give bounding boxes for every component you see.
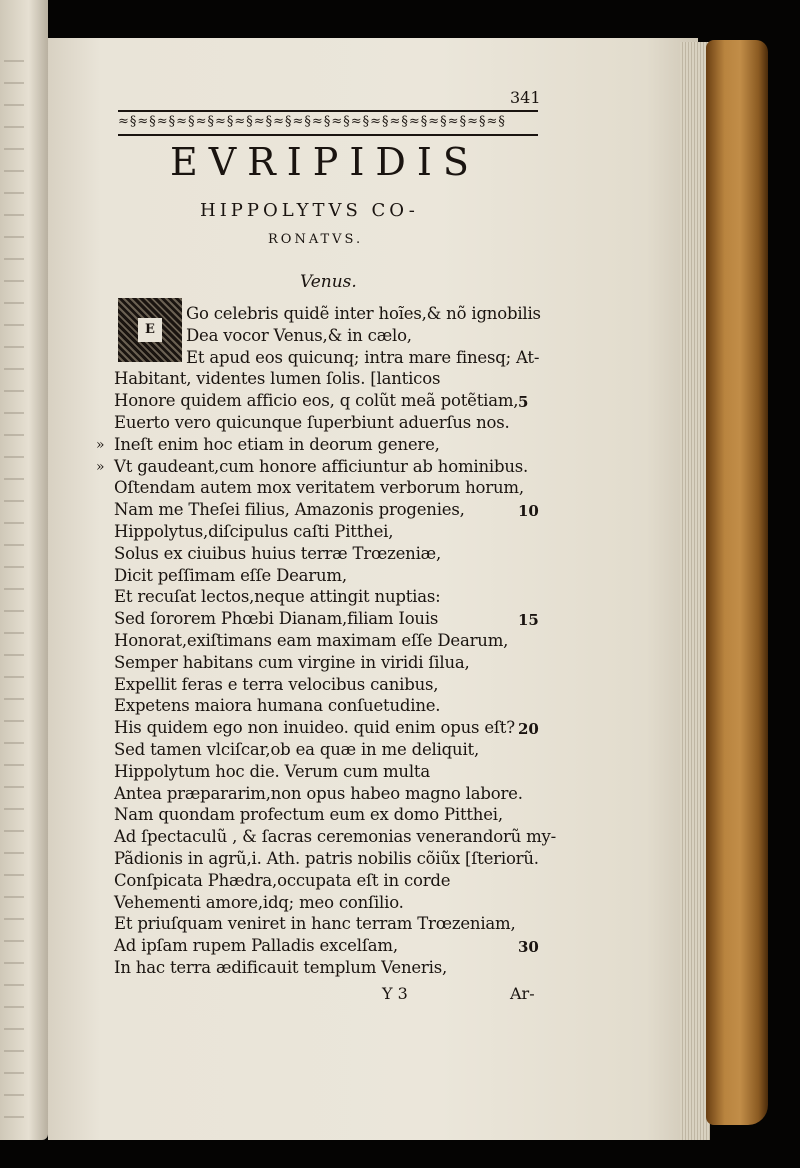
subtitle-line-2: RONATVS. bbox=[268, 232, 364, 247]
left-page-text-trace bbox=[4, 654, 24, 656]
verse-line: Euerto vero quicunque ſuperbiunt aduerſus nos. bbox=[114, 413, 510, 432]
left-page-text-trace bbox=[4, 698, 24, 700]
left-page-text-trace bbox=[4, 1072, 24, 1074]
signature-mark: Y 3 bbox=[382, 984, 408, 1003]
left-page-text-trace bbox=[4, 852, 24, 854]
left-page-text-trace bbox=[4, 236, 24, 238]
left-page-text-trace bbox=[4, 610, 24, 612]
leather-binding bbox=[706, 40, 768, 1125]
left-page-text-trace bbox=[4, 676, 24, 678]
left-page-text-trace bbox=[4, 456, 24, 458]
left-page-text-trace bbox=[4, 104, 24, 106]
verse-line: Solus ex ciuibus huius terræ Trœzeniæ, bbox=[114, 543, 442, 563]
verse-line: Pãdionis in agrũ,i. Ath. patris nobilis cõiũx [ſteriorũ. bbox=[114, 849, 539, 868]
left-page-text-trace bbox=[4, 830, 24, 832]
page-title: EVRIPIDIS bbox=[170, 140, 480, 184]
verse-line: Go celebris quidẽ inter hoĩes,& nõ ignobilis bbox=[186, 304, 541, 323]
verse-line: Semper habitans cum virgine in viridi ſilua, bbox=[114, 652, 470, 672]
left-page-text-trace bbox=[4, 302, 24, 304]
left-page-text-trace bbox=[4, 742, 24, 744]
verse-line: Ineſt enim hoc etiam in deorum genere, bbox=[114, 434, 440, 454]
line-number: 20 bbox=[518, 720, 539, 739]
decorated-initial bbox=[118, 298, 182, 362]
left-page-text-trace bbox=[4, 1094, 24, 1096]
verse-line: His quidem ego non inuideo. quid enim opus eſt? bbox=[114, 718, 515, 738]
left-page-text-trace bbox=[4, 192, 24, 194]
left-page-text-trace bbox=[4, 434, 24, 436]
verse-line: Et priuſquam veniret in hanc terram Trœzeniam, bbox=[114, 914, 516, 934]
left-page-text-trace bbox=[4, 786, 24, 788]
verse-line: Sed tamen vlciſcar,ob ea quæ in me deliquit, bbox=[114, 740, 480, 759]
verse-line: Expetens maiora humana conſuetudine. bbox=[114, 696, 441, 716]
left-page-text-trace bbox=[4, 390, 24, 392]
initial-letter: E bbox=[138, 318, 162, 342]
left-page-text-trace bbox=[4, 764, 24, 766]
left-page-text-trace bbox=[4, 258, 24, 260]
line-number: 15 bbox=[518, 611, 539, 630]
verse-line: Habitant, videntes lumen ſolis. [lanticos bbox=[114, 369, 441, 389]
left-page-text-trace bbox=[4, 324, 24, 326]
left-page-text-trace bbox=[4, 1116, 24, 1118]
left-page-text-trace bbox=[4, 1006, 24, 1008]
page-number: 341 bbox=[510, 88, 541, 107]
left-page-text-trace bbox=[4, 368, 24, 370]
left-page-text-trace bbox=[4, 82, 24, 84]
verse-line: Nam quondam profectum eum ex domo Pitthei, bbox=[114, 805, 503, 825]
speaker-heading: Venus. bbox=[300, 272, 357, 292]
left-page-text-trace bbox=[4, 588, 24, 590]
verse-line: Ad ipſam rupem Palladis excelſam, bbox=[114, 936, 398, 956]
verse-line: Oſtendam autem mox veritatem verborum horum, bbox=[114, 478, 524, 498]
verse-line: Vehementi amore,idq; meo conſilio. bbox=[114, 892, 404, 912]
verse-line: Expellit feras e terra velocibus canibus, bbox=[114, 674, 439, 694]
catchword: Ar- bbox=[510, 984, 535, 1003]
left-page-text-trace bbox=[4, 984, 24, 986]
verse-line: Et recuſat lectos,neque attingit nuptias: bbox=[114, 587, 441, 607]
left-page-text-trace bbox=[4, 896, 24, 898]
left-page-text-trace bbox=[4, 500, 24, 502]
left-page-text-trace bbox=[4, 346, 24, 348]
line-number: 5 bbox=[518, 393, 529, 412]
left-page-text-trace bbox=[4, 214, 24, 216]
left-page-text-trace bbox=[4, 522, 24, 524]
left-page-text-trace bbox=[4, 280, 24, 282]
verse-line: Honorat,exiſtimans eam maximam eſſe Dearum, bbox=[114, 631, 509, 650]
left-page-text-trace bbox=[4, 808, 24, 810]
verse-line: Antea præpararim,non opus habeo magno labore. bbox=[114, 783, 523, 803]
verse-line: Hippolytum hoc die. Verum cum multa bbox=[114, 761, 430, 781]
left-page-text-trace bbox=[4, 412, 24, 414]
header-ornament: ≈§≈§≈§≈§≈§≈§≈§≈§≈§≈§≈§≈§≈§≈§≈§≈§≈§≈§≈§≈§ bbox=[118, 110, 538, 136]
left-page-text-trace bbox=[4, 962, 24, 964]
verse-line: Honore quidem afficio eos, q colũt meã potẽtiam, bbox=[114, 391, 519, 411]
left-page-text-trace bbox=[4, 170, 24, 172]
left-page-text-trace bbox=[4, 148, 24, 150]
verse-line: Conſpicata Phædra,occupata eſt in corde bbox=[114, 870, 451, 890]
left-page-text-trace bbox=[4, 126, 24, 128]
line-number: 10 bbox=[518, 502, 539, 521]
left-page-text-trace bbox=[4, 940, 24, 942]
verse-line: Ad ſpectaculũ , & ſacras ceremonias venerandorũ my- bbox=[114, 827, 557, 847]
quotation-mark: » bbox=[96, 458, 105, 475]
verse-line: Nam me Theſei filius, Amazonis progenies, bbox=[114, 500, 465, 520]
verse-line: Hippolytus,diſcipulus caſti Pitthei, bbox=[114, 522, 394, 541]
subtitle-line-1: HIPPOLYTVS CO- bbox=[200, 200, 419, 221]
verse-line: Vt gaudeant,cum honore afficiuntur ab hominibus. bbox=[114, 456, 529, 476]
left-page-text-trace bbox=[4, 918, 24, 920]
left-page-text-trace bbox=[4, 566, 24, 568]
verse-line: Dicit peſſimam eſſe Dearum, bbox=[114, 565, 347, 585]
left-page-text-trace bbox=[4, 632, 24, 634]
verse-line: Et apud eos quicunq; intra mare finesq; At- bbox=[186, 347, 540, 367]
left-page-text-trace bbox=[4, 544, 24, 546]
verse-line: Dea vocor Venus,& in cælo, bbox=[186, 325, 412, 345]
left-page-text-trace bbox=[4, 1028, 24, 1030]
facing-left-page bbox=[0, 0, 48, 1140]
left-page-text-trace bbox=[4, 60, 24, 62]
line-number: 30 bbox=[518, 938, 539, 957]
verse-line: In hac terra ædificauit templum Veneris, bbox=[114, 958, 448, 977]
quotation-mark: » bbox=[96, 436, 105, 453]
left-page-text-trace bbox=[4, 478, 24, 480]
left-page-text-trace bbox=[4, 1050, 24, 1052]
left-page-text-trace bbox=[4, 720, 24, 722]
left-page-text-trace bbox=[4, 874, 24, 876]
verse-line: Sed ſororem Phœbi Dianam,filiam Iouis bbox=[114, 609, 439, 629]
